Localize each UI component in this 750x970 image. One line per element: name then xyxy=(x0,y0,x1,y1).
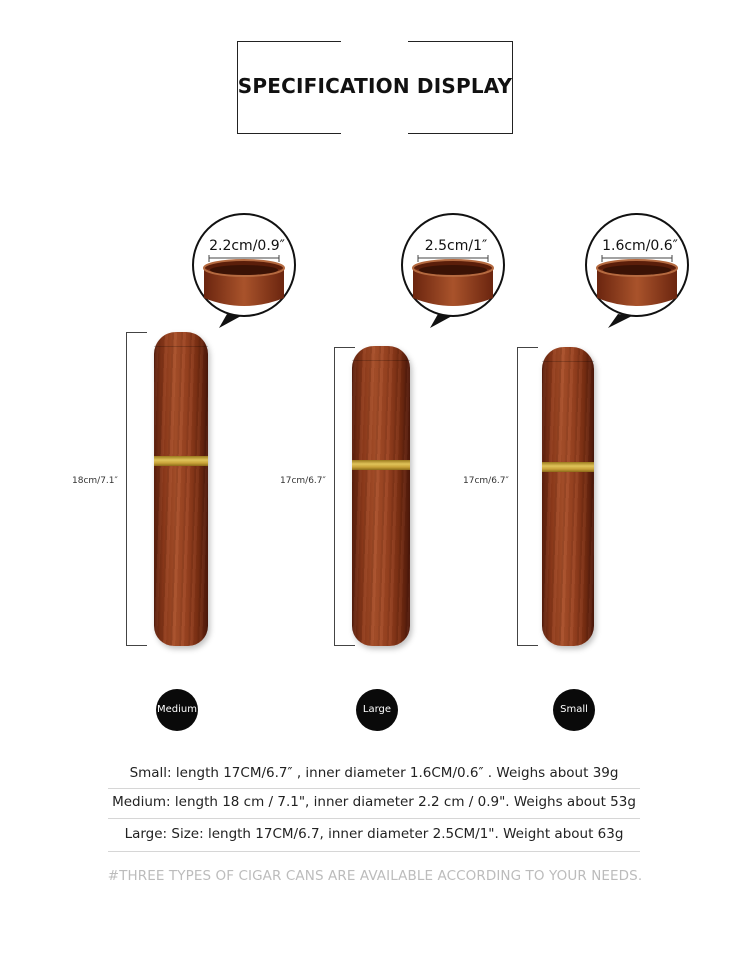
spec-small: Small: length 17CM/6.7″ , inner diameter 1.6CM/0.6″ . Weighs about 39g xyxy=(129,765,619,781)
divider xyxy=(108,851,640,852)
diameter-label: 2.2cm/0.9″ xyxy=(209,238,285,254)
cigar-tube xyxy=(542,347,594,646)
title-frame xyxy=(237,41,513,134)
brass-band xyxy=(542,462,594,472)
divider xyxy=(108,788,640,789)
diameter-label: 1.6cm/0.6″ xyxy=(602,238,678,254)
page-title: SPECIFICATION DISPLAY xyxy=(237,74,513,98)
spec-medium: Medium: length 18 cm / 7.1", inner diameter 2.2 cm / 0.9". Weighs about 53g xyxy=(112,794,636,810)
cigar-tube xyxy=(154,332,208,646)
size-badge: Small xyxy=(553,689,595,731)
brass-band xyxy=(154,456,208,466)
ring-closeup-icon xyxy=(582,210,692,330)
footnote: #THREE TYPES OF CIGAR CANS ARE AVAILABLE ACCORDING TO YOUR NEEDS. xyxy=(107,868,643,884)
length-label: 18cm/7.1″ xyxy=(72,476,118,486)
length-bracket xyxy=(126,332,146,646)
diameter-callout xyxy=(590,210,690,310)
size-badge: Medium xyxy=(156,689,198,731)
length-bracket xyxy=(334,347,354,646)
length-label: 17cm/6.7″ xyxy=(280,476,326,486)
length-bracket xyxy=(517,347,537,646)
size-badge: Large xyxy=(356,689,398,731)
length-label: 17cm/6.7″ xyxy=(463,476,509,486)
diameter-label: 2.5cm/1″ xyxy=(424,238,488,254)
divider xyxy=(108,818,640,819)
spec-large: Large: Size: length 17CM/6.7, inner diameter 2.5CM/1". Weight about 63g xyxy=(124,826,624,842)
brass-band xyxy=(352,460,410,470)
cigar-tube xyxy=(352,346,410,646)
product-small xyxy=(460,200,710,740)
